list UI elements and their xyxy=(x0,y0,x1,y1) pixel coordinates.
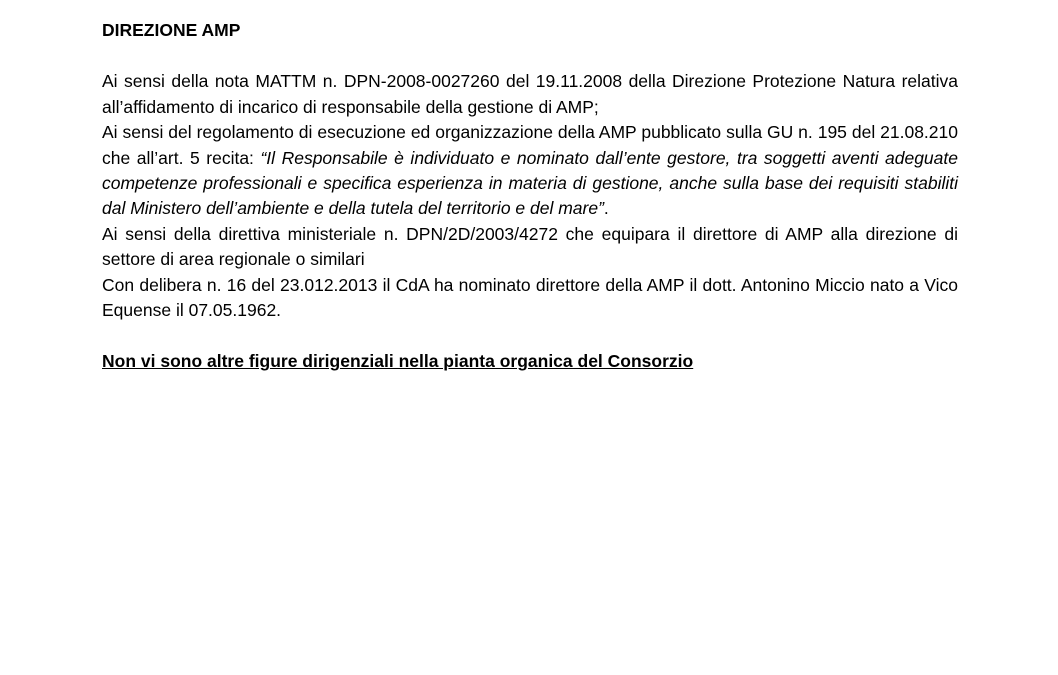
regolamento-end: . xyxy=(603,198,609,219)
paragraph-regolamento xyxy=(102,120,958,222)
document-page xyxy=(102,18,958,375)
closing-note: Non vi sono altre figure dirigenziali nella pianta organica del Consorzio xyxy=(102,351,694,372)
regolamento-quote: “Il Responsabile è individuato e nominato dall’ente gestore, tra soggetti aventi adeguate competenze professionali e specifica esperienza in materia di gestione, anche sulla base dei requisiti stabiliti dal Ministero dell’ambiente e della tutela del territorio e del mare” xyxy=(102,147,958,219)
document-title: DIREZIONE AMP xyxy=(102,20,241,40)
regolamento-intro: Ai sensi del regolamento di esecuzione ed organizzazione della AMP pubblicato sulla GU n. 195 del 21.08.210 che all’art. 5 recita: xyxy=(102,122,958,168)
paragraph-direttiva: Ai sensi della direttiva ministeriale n. DPN/2D/2003/4272 che equipara il direttore di AMP alla direzione di settore di area regionale o similari xyxy=(102,223,958,270)
paragraph-delibera: Con delibera n. 16 del 23.012.2013 il CdA ha nominato direttore della AMP il dott. Antonino Miccio nato a Vico Equense il 07.05.1962. xyxy=(102,274,958,321)
paragraph-nota-mattm: Ai sensi della nota MATTM n. DPN-2008-0027260 del 19.11.2008 della Direzione Protezione Natura relativa all’affidamento di incarico di responsabile della gestione di AMP; xyxy=(102,71,958,117)
